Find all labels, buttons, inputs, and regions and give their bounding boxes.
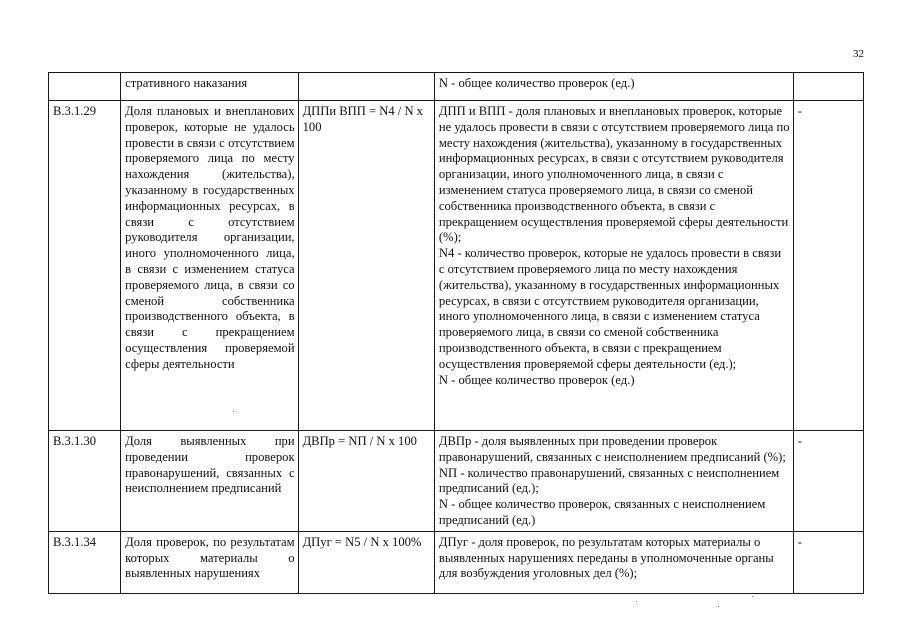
scan-speck <box>718 606 719 607</box>
indicator-note: - <box>797 104 802 118</box>
indicator-code: В.3.1.34 <box>53 534 97 549</box>
indicator-note: - <box>797 534 802 549</box>
indicator-name: Доля проверок, по результатам которых материалы о выявленных нарушениях <box>125 534 295 581</box>
indicator-description: ДПуг - доля проверок, по результатам которых материалы о выявленных нарушениях переданы в уполномоченные органы для возбуждения уголовных дел (%); <box>438 534 774 581</box>
indicator-name: Доля плановых и внепланових проверок, которые не удалось провести в связи с отсутствием проверяемого лица по месту нахождения (жительства), указанному в государственных информационных ресурсах, в связи с отсутствием руководителя организации, иного уполномоченного лица, в связи с изменением статуса проверяемого лица, в связи со сменой собственника производственного объекта, в связи с прекращением осуществления проверяемой сферы деятельности <box>125 104 295 371</box>
indicator-formula: ДВПр = NП / N x 100 <box>302 434 417 448</box>
scan-speck <box>636 601 637 602</box>
indicator-description: N - общее количество проверок (ед.) <box>438 76 635 90</box>
table-row <box>49 73 864 101</box>
scan-speck <box>752 596 753 597</box>
indicator-name: Доля выявленных при проведении проверок правонарушений, связанных с неисполнением предписаний <box>125 434 295 496</box>
scan-speck <box>233 411 234 412</box>
indicator-description: ДПП и ВПП - доля плановых и внеплановых проверок, которые не удалось провести в связи с отсутствием проверяемого лица по месту нахождения (жительства), указанному в государственных информационных ресурсах, в связи с отсутствием руководителя организации, иного уполномоченного лица, в связи с изменением статуса проверяемого лица, в связи со сменой собственника производственного объекта, в связи с прекращением осуществления проверяемой сферы деятельности (%); N4 - количество проверок, которые не удалось провести в связи с отсутствием проверяемого лица по месту нахождения (жительства), указанному в государственных информационных ресурсах, в связи с отсутствием руководителя организации, иного уполномоченного лица, в связи с изменением статуса проверяемого лица, в связи со сменой собственника производственного объекта, в связи с прекращением осуществления проверяемой сферы деятельности (ед.); N - общее количество проверок (ед.) <box>438 104 790 387</box>
indicator-code: В.3.1.30 <box>53 434 97 448</box>
indicator-formula: ДППи ВПП = N4 / N x 100 <box>302 104 423 134</box>
page-number: 32 <box>853 48 864 60</box>
table-row <box>49 531 864 593</box>
indicator-formula: ДПуг = N5 / N x 100% <box>302 534 422 549</box>
table-row <box>49 101 864 431</box>
table-row <box>49 431 864 532</box>
indicator-table <box>48 72 864 594</box>
indicator-description: ДВПр - доля выявленных при проведении проверок правонарушений, связанных с неисполнением предписаний (%); NП - количество правонарушений, связанных с неисполнением предписаний (ед.); N - общее количество проверок, связанных с неисполнением предписаний (ед.) <box>438 434 786 527</box>
indicator-name: стративного наказания <box>125 76 248 90</box>
indicator-code: В.3.1.29 <box>53 104 97 118</box>
indicator-note: - <box>797 434 802 448</box>
